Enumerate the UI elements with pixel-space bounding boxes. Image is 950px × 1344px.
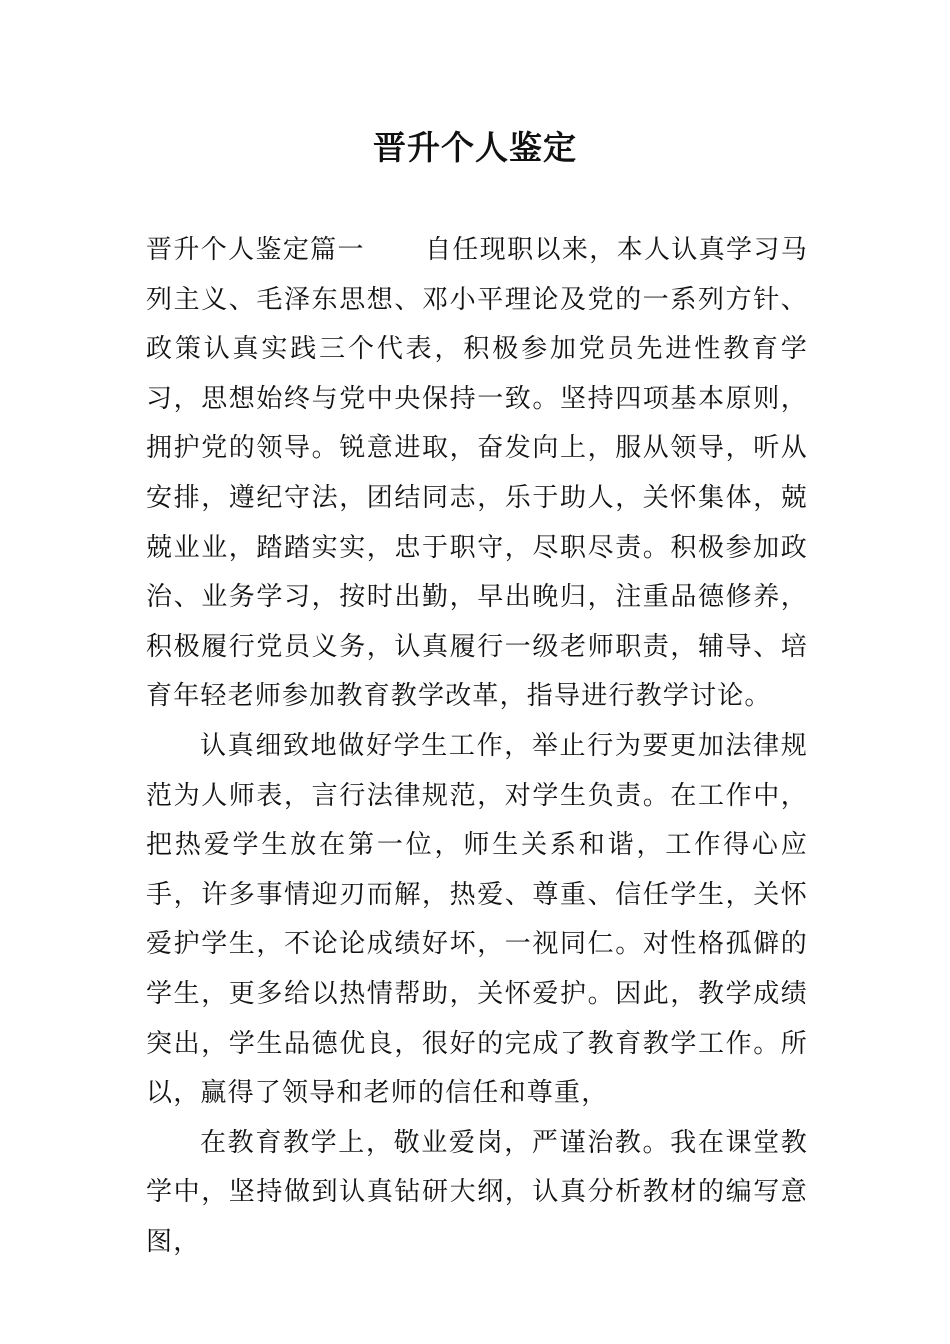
paragraph-1-text: 自任现职以来，本人认真学习马列主义、毛泽东思想、邓小平理论及党的一系列方针、政策认真实践三个代表，积极参加党员先进性教育学习，思想始终与党中央保持一致。坚持四项基本原则，拥护党的领导。锐意进取，奋发向上，服从领导，听从安排，遵纪守法，团结同志，乐于助人，关怀集体，兢兢业业，踏踏实实，忠于职守，尽职尽责。积极参加政治、业务学习，按时出勤，早出晚归，注重品德修养，积极履行党员义务，认真履行一级老师职责，辅导、培育年轻老师参加教育教学改革，指导进行教学讨论。 [146, 235, 808, 712]
section-heading: 晋升个人鉴定篇一 [146, 235, 365, 265]
paragraph-3: 在教育教学上，敬业爱岗，严谨治教。我在课堂教学中，坚持做到认真钻研大纲，认真分析教材的编写意图， [146, 1127, 808, 1257]
paragraph-2: 认真细致地做好学生工作，举止行为要更加法律规范为人师表，言行法律规范，对学生负责。在工作中，把热爱学生放在第一位，师生关系和谐，工作得心应手，许多事情迎刃而解，热爱、尊重、信任学生，关怀爱护学生，不论论成绩好坏，一视同仁。对性格孤僻的学生，更多给以热情帮助，关怀爱护。因此，教学成绩突出，学生品德优良，很好的完成了教育教学工作。所以，赢得了领导和老师的信任和尊重， [146, 730, 808, 1109]
document-body [146, 226, 808, 1267]
paragraph-1 [146, 226, 808, 722]
document-title: 晋升个人鉴定 [373, 128, 577, 167]
